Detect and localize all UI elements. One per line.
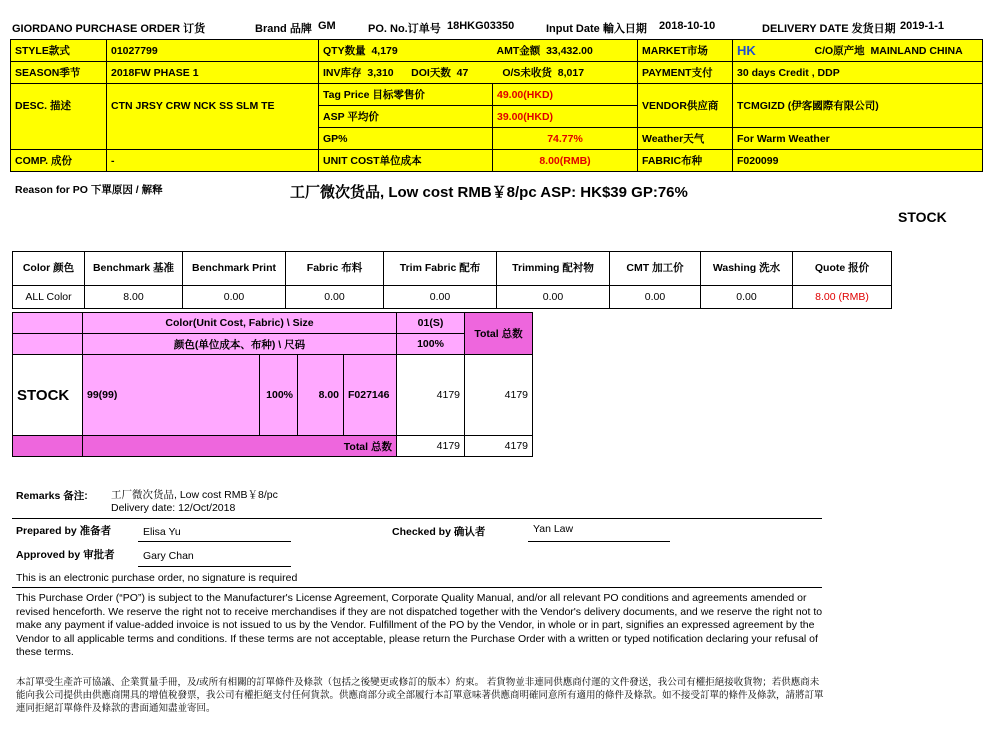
approved-by-underline: [138, 566, 291, 567]
cost-breakdown-table: [12, 251, 892, 309]
remarks-divider: [12, 518, 822, 519]
cost-header-trim-fabric: Trim Fabric 配布: [384, 252, 497, 286]
prepared-by-value: Elisa Yu: [143, 526, 181, 538]
market-value-text: HK: [737, 43, 756, 58]
cost-header-cmt: CMT 加工价: [610, 252, 701, 286]
cost-cell-quote: 8.00 (RMB): [793, 286, 892, 309]
market-value: [733, 40, 811, 62]
stock-tag: STOCK: [898, 209, 947, 225]
tag-price-value: 49.00(HKD): [493, 84, 638, 106]
grand-total: 4179: [465, 436, 533, 457]
po-number-label: PO. No.订单号: [368, 23, 441, 35]
origin-label: C/O原产地: [814, 45, 865, 57]
size-label: 01(S): [397, 313, 465, 334]
stock-row-label: STOCK: [13, 355, 83, 436]
cost-header-trimming: Trimming 配衬物: [497, 252, 610, 286]
remarks-label: Remarks 备注:: [16, 490, 88, 502]
remarks-line-2: Delivery date: 12/Oct/2018: [111, 502, 236, 514]
amt-label: AMT金额: [496, 45, 541, 57]
qty-label: QTY数量: [323, 45, 366, 57]
cost-cell-benchmark: 8.00: [85, 286, 183, 309]
amt-cell: [493, 40, 638, 62]
checked-by-underline: [528, 541, 670, 542]
cost-cell-color: ALL Color: [13, 286, 85, 309]
inv-value: 3,310: [367, 67, 394, 79]
gp-label: GP%: [319, 128, 493, 150]
asp-label: ASP 平均价: [319, 106, 493, 128]
qty-value: 4,179: [371, 45, 398, 57]
blank-label-cell: [11, 128, 107, 150]
unit-cost-label: UNIT COST单位成本: [319, 150, 493, 172]
cost-header-fabric: Fabric 布料: [286, 252, 384, 286]
stock-pct: 100%: [260, 355, 298, 436]
po-number-value: 18HKG03350: [447, 20, 515, 32]
asp-value: 39.00(HKD): [493, 106, 638, 128]
cost-cell-washing: 0.00: [701, 286, 793, 309]
weather-value: For Warm Weather: [733, 128, 983, 150]
cost-header-benchmark-print: Benchmark Print: [183, 252, 286, 286]
payment-value: 30 days Credit , DDP: [733, 62, 983, 84]
cost-header-color: Color 颜色: [13, 252, 85, 286]
os-label: O/S未收货: [502, 67, 552, 79]
doi-value: 47: [456, 67, 469, 79]
cost-header-washing: Washing 洗水: [701, 252, 793, 286]
stock-corner-top: [13, 313, 83, 334]
reason-value: 工厂微次货品, Low cost RMB￥8/pc ASP: HK$39 GP:76%: [290, 184, 688, 201]
po-title: GIORDANO PURCHASE ORDER 订货: [12, 23, 206, 35]
input-date-value: 2018-10-10: [659, 20, 716, 32]
unit-cost-value: 8.00(RMB): [493, 150, 638, 172]
total-row-corner: [13, 436, 83, 457]
brand-label: Brand 品牌: [255, 23, 312, 35]
cost-cell-cmt: 0.00: [610, 286, 701, 309]
electronic-note: This is an electronic purchase order, no signature is required: [16, 572, 298, 584]
stock-header-en: Color(Unit Cost, Fabric) \ Size: [83, 313, 397, 334]
reason-label: Reason for PO 下單原因 / 解释: [15, 184, 163, 196]
po-info-table: [10, 39, 983, 172]
cost-cell-fabric: 0.00: [286, 286, 384, 309]
stock-color: 99(99): [83, 355, 260, 436]
fabric-label: FABRIC布种: [638, 150, 733, 172]
prepared-by-label: Prepared by 准备者: [16, 525, 112, 537]
total-row-label: Total 总数: [83, 436, 397, 457]
style-value: 01027799: [107, 40, 319, 62]
stock-qty: 4179: [397, 355, 465, 436]
cost-cell-benchmark-print: 0.00: [183, 286, 286, 309]
stock-unit-cost: 8.00: [298, 355, 344, 436]
stock-size-table: [12, 312, 533, 457]
season-value: 2018FW PHASE 1: [107, 62, 319, 84]
terms-chinese: 本訂單受生產許可協議、企業質量手冊，及/或所有相關的訂單條件及條款（包括之後變更或修訂的版本）約束。 若貨物並非連同供應商付運的文件發送，我公司有權拒絕接收貨物；若供應商未能向我公司提供由供應商開具的增值稅發票，我公司有權拒絕支付任何貨款。供應商部分或全部履行本訂單意味著供應商明確同意所有適用的條件及條款。如不接受訂單的條件及條款，請將訂單連同拒絕訂單條件及條款的書面通知盡並寄回。: [16, 677, 824, 714]
stock-row-total: 4179: [465, 355, 533, 436]
terms-divider: [12, 587, 822, 588]
stock-header-cn: 颜色(单位成本、布种) \ 尺码: [83, 334, 397, 355]
weather-label: Weather天气: [638, 128, 733, 150]
cost-cell-trimming: 0.00: [497, 286, 610, 309]
desc-label: DESC. 描述: [11, 84, 107, 128]
season-label: SEASON季节: [11, 62, 107, 84]
cost-header-quote: Quote 报价: [793, 252, 892, 286]
comp-label: COMP. 成份: [11, 150, 107, 172]
payment-label: PAYMENT支付: [638, 62, 733, 84]
approved-by-value: Gary Chan: [143, 550, 194, 562]
total-qty: 4179: [397, 436, 465, 457]
os-value: 8,017: [557, 67, 585, 79]
style-label: STYLE款式: [11, 40, 107, 62]
blank-value-cell: [107, 128, 319, 150]
qty-cell: [319, 40, 493, 62]
vendor-label: VENDOR供应商: [638, 84, 733, 128]
terms-english: This Purchase Order (“PO”) is subject to the Manufacturer's License Agreement, Corporate Quality Manual, and/or all relevant PO conditions and agreements amended or revised henceforth. We reserve the right not to receive merchandises if they are not dispatched together with the Vendor's delivery documents, and we reserve the right not to make any payment if value-added invoice is not issued to us by the Vendor. Fulfillment of the PO by the Vendor, in whole or in part, signifies an expressed agreement by the Vendor to all applicable terms and conditions. If these terms are not acceptable, please return the Purchase Order with a written or typed notification declaring your refusal of these terms.: [16, 592, 823, 658]
stock-fabric: F027146: [344, 355, 397, 436]
tag-price-label: Tag Price 目标零售价: [319, 84, 493, 106]
checked-by-value: Yan Law: [533, 523, 574, 535]
gp-value: 74.77%: [493, 128, 638, 150]
inv-label: INV库存: [323, 67, 362, 79]
amt-value: 33,432.00: [546, 45, 593, 57]
vendor-value: TCMGIZD (伊客國際有限公司): [733, 84, 983, 128]
input-date-label: Input Date 輸入日期: [546, 23, 647, 35]
doi-label: DOI天数: [411, 67, 451, 79]
size-pct: 100%: [397, 334, 465, 355]
checked-by-label: Checked by 确认者: [392, 526, 486, 538]
inv-cell: [319, 62, 493, 84]
comp-value: -: [107, 150, 319, 172]
total-header: Total 总数: [465, 313, 533, 355]
delivery-date-label: DELIVERY DATE 发货日期: [762, 23, 896, 35]
origin-cell: [811, 40, 983, 62]
approved-by-label: Approved by 审批者: [16, 549, 115, 561]
cost-header-benchmark: Benchmark 基准: [85, 252, 183, 286]
origin-value: MAINLAND CHINA: [870, 45, 963, 57]
stock-corner-bottom: [13, 334, 83, 355]
fabric-value: F020099: [733, 150, 983, 172]
delivery-date-value: 2019-1-1: [900, 20, 945, 32]
remarks-line-1: 工厂微次货品, Low cost RMB￥8/pc: [111, 489, 278, 501]
cost-cell-trim-fabric: 0.00: [384, 286, 497, 309]
desc-value: CTN JRSY CRW NCK SS SLM TE: [107, 84, 319, 128]
market-label: MARKET市场: [638, 40, 733, 62]
os-cell: [493, 62, 638, 84]
prepared-by-underline: [138, 541, 291, 542]
brand-value: GM: [318, 20, 336, 32]
